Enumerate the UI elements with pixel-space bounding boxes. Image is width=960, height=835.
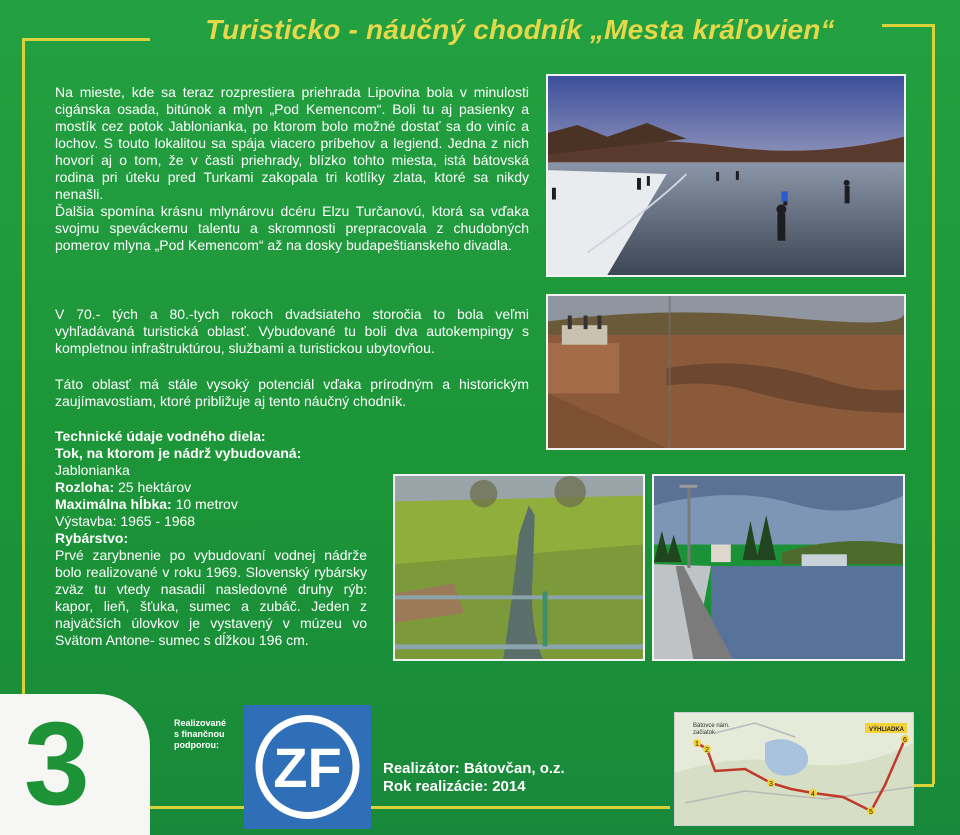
route-map [674, 712, 914, 826]
frame-bottom-right [912, 784, 934, 787]
svg-text:3: 3 [769, 781, 773, 788]
vystavba: Výstavba: 1965 - 1968 [55, 513, 196, 529]
hlbka-label: Maximálna hĺbka: [55, 496, 172, 512]
rybarstvo-label: Rybárstvo: [55, 530, 129, 546]
frame-right [932, 24, 935, 784]
rybarstvo-text: Prvé zarybnenie po vybudovaní vodnej nádrže bolo realizované v roku 1969. Slovenský rybársky zväz tu vtedy nasadil nasledovné druhy rýb: kapor, lieň, šťuka, sumec a zubáč. Jeden z najväčších úlovkov je vystavený v múzeu vo Svätom Antone- sumec s dĺžkou 196 cm. [55, 547, 367, 648]
realizator-info [383, 760, 565, 796]
intro-text [55, 84, 529, 254]
svg-text:1: 1 [695, 741, 699, 748]
realizator: Realizátor: Bátovčan, o.z. [383, 760, 565, 777]
paragraph-legend: Ďalšia spomína krásnu mlynárovu dcéru Elzu Turčanovú, ktorá sa vďaka svojmu speváckemu talentu a skromnosti prepracovala z chudobných pomerov mlyna „Pod Kemencom“ až na dosky budapeštianskeho divadla. [55, 203, 529, 253]
sponsor-line-1: Realizované [174, 718, 227, 728]
svg-text:5: 5 [869, 809, 873, 816]
svg-text:4: 4 [811, 791, 815, 798]
photo-stream [393, 474, 645, 661]
paragraph-tourism: V 70.- tých a 80.-tych rokoch dvadsiateho storočia to bola veľmi vyhľadávaná turistická oblasť. Vybudované tu boli dva autokempingy s kompletnou infraštruktúrou, službami a turistickou ubytovňou. [55, 306, 529, 356]
tourism-text [55, 306, 529, 357]
map-start-label-2: začiatok [693, 730, 716, 736]
zf-logo [244, 705, 371, 829]
photo-frozen-lake [546, 74, 906, 277]
board-title: Turisticko - náučný chodník „Mesta kráľovien“ [205, 14, 835, 45]
frame-left [22, 38, 25, 694]
rozloha-label: Rozloha: [55, 479, 115, 495]
zf-logo-icon [244, 705, 371, 829]
sponsor-line-2: s finančnou [174, 729, 225, 739]
photo-dam-evening [652, 474, 905, 661]
technical-data [55, 428, 367, 649]
map-end-label: VÝHLIADKA [869, 727, 905, 733]
rok-realizacie: Rok realizácie: 2014 [383, 778, 526, 795]
tech-heading: Technické údaje vodného diela: [55, 428, 266, 444]
tok-value: Jablonianka [55, 462, 130, 478]
paragraph-history: Na mieste, kde sa teraz rozprestiera priehrada Lipovina bola v minulosti cigánska osada, bitúnok a mlyn „Pod Kemencom“. Boli tu aj pasienky a mostík cez potok Jablonianka, po ktorom bolo možné dostať sa do viníc a lochov. S touto lokalitou sa spája viacero príbehov a legiend. Jedna z nich hovorí aj o tom, že v časti priehrady, blízko tohto miesta, istá bátovská rodina pri úteku pred Turkami zakopala tri kotlíky zlata, ktoré sa nikdy nenašli. [55, 84, 529, 202]
map-start-label: Bátovce nám. [693, 723, 730, 729]
rozloha-value: 25 hektárov [114, 479, 192, 495]
photo-drained-reservoir [546, 294, 906, 450]
svg-text:6: 6 [903, 737, 907, 744]
hlbka-value: 10 metrov [171, 496, 238, 512]
sponsor-line-3: podporou: [174, 740, 219, 750]
paragraph-potential: Táto oblasť má stále vysoký potenciál vďaka prírodným a historickým zaujímavostiam, ktoré približuje aj tento náučný chodník. [55, 376, 529, 409]
svg-text:2: 2 [705, 747, 709, 754]
tok-label: Tok, na ktorom je nádrž vybudovaná: [55, 445, 302, 461]
station-number: 3 [24, 698, 90, 830]
frame-bottom [150, 806, 670, 809]
potential-text [55, 376, 529, 410]
zf-logo-text: ZF [273, 736, 342, 799]
sponsor-caption [174, 718, 226, 751]
frame-top-left [22, 38, 150, 41]
